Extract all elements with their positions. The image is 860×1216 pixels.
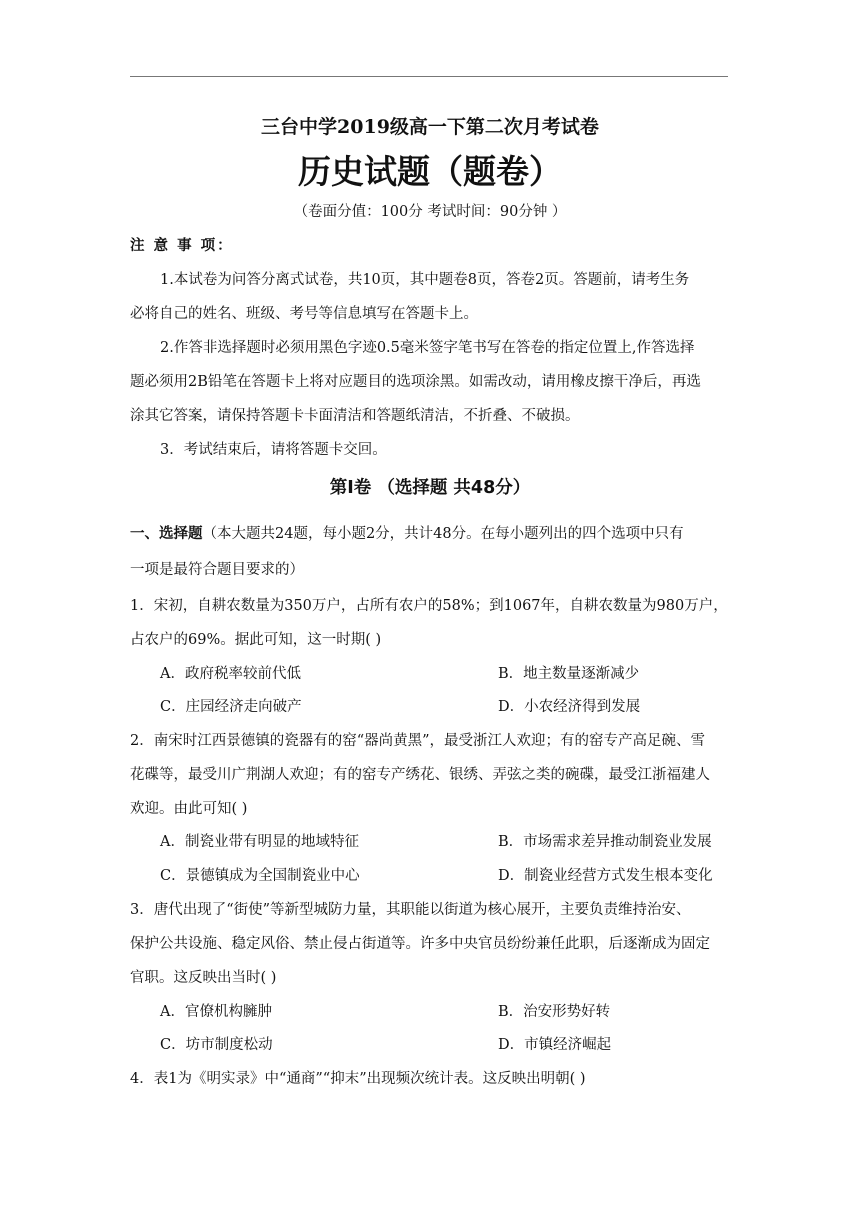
question-2-option-d: D．制瓷业经营方式发生根本变化 [498, 868, 713, 884]
question-3-line: 3．唐代出现了“街使”等新型城防力量，其职能以街道为核心展开，主要负责维持治安、 [130, 902, 691, 918]
section-title: 第Ⅰ卷 （选择题 共48分） [329, 478, 531, 498]
question-3-option-b: B．治安形势好转 [498, 1004, 611, 1020]
exam-title: 历史试题（题卷） [298, 152, 562, 191]
question-4-line: 4．表1为《明实录》中“通商”“抑末”出现频次统计表。这反映出明朝( ) [130, 1071, 586, 1087]
question-1-line: 占农户的69%。据此可知，这一时期( ) [130, 632, 382, 648]
question-3-line: 保护公共设施、稳定风俗、禁止侵占街道等。许多中央官员纷纷兼任此职，后逐渐成为固定 [130, 936, 710, 952]
question-3-option-a: A．官僚机构臃肿 [160, 1004, 272, 1020]
question-2-option-a: A．制瓷业带有明显的地域特征 [160, 834, 359, 850]
question-2-line: 欢迎。由此可知( ) [130, 801, 248, 817]
notice-line: 1.本试卷为问答分离式试卷，共10页，其中题卷8页，答卷2页。答题前，请考生务 [160, 272, 690, 288]
question-3-option-d: D．市镇经济崛起 [498, 1037, 612, 1053]
notice-line: 涂其它答案，请保持答题卡卡面清洁和答题纸清洁，不折叠、不破损。 [130, 408, 580, 424]
question-1-option-b: B．地主数量逐渐减少 [498, 666, 640, 682]
question-2-option-c: C．景德镇成为全国制瓷业中心 [160, 868, 360, 884]
notice-line: 题必须用2B铅笔在答题卡上将对应题目的选项涂黑。如需改动，请用橡皮擦干净后，再选 [130, 374, 701, 390]
header-rule [130, 76, 728, 77]
score-time-info: （卷面分值：100分 考试时间：90分钟 ） [293, 204, 567, 220]
notice-heading: 注 意 事 项： [130, 237, 234, 254]
exam-subtitle: 三台中学2019级高一下第二次月考试卷 [261, 116, 599, 138]
question-1-line: 1．宋初，自耕农数量为350万户，占所有农户的58%；到1067年，自耕农数量为980万户， [130, 598, 728, 614]
question-2-option-b: B．市场需求差异推动制瓷业发展 [498, 834, 712, 850]
section-intro [130, 524, 684, 544]
section-intro-text: （本大题共24题，每小题2分，共计48分。在每小题列出的四个选项中只有 [202, 526, 684, 542]
question-2-line: 花碟等，最受川广荆湖人欢迎；有的窑专产绣花、银绣、弄弦之类的碗碟，最受江浙福建人 [130, 767, 710, 783]
question-1-option-c: C．庄园经济走向破产 [160, 699, 302, 715]
question-3-option-c: C．坊市制度松动 [160, 1037, 273, 1053]
section-intro-bold: 一、选择题 [130, 525, 203, 542]
question-3-line: 官职。这反映出当时( ) [130, 970, 277, 986]
notice-line: 必将自己的姓名、班级、考号等信息填写在答题卡上。 [130, 306, 478, 322]
section-intro-line2: 一项是最符合题目要求的） [130, 562, 304, 578]
notice-line: 2.作答非选择题时必须用黑色字迹0.5毫米签字笔书写在答卷的指定位置上,作答选择 [160, 340, 695, 356]
question-1-option-d: D．小农经济得到发展 [498, 699, 641, 715]
question-2-line: 2．南宋时江西景德镇的瓷器有的窑“器尚黄黑”，最受浙江人欢迎；有的窑专产高足碗、雪 [130, 733, 706, 749]
notice-line: 3．考试结束后，请将答题卡交回。 [160, 442, 387, 458]
question-1-option-a: A．政府税率较前代低 [160, 666, 301, 682]
